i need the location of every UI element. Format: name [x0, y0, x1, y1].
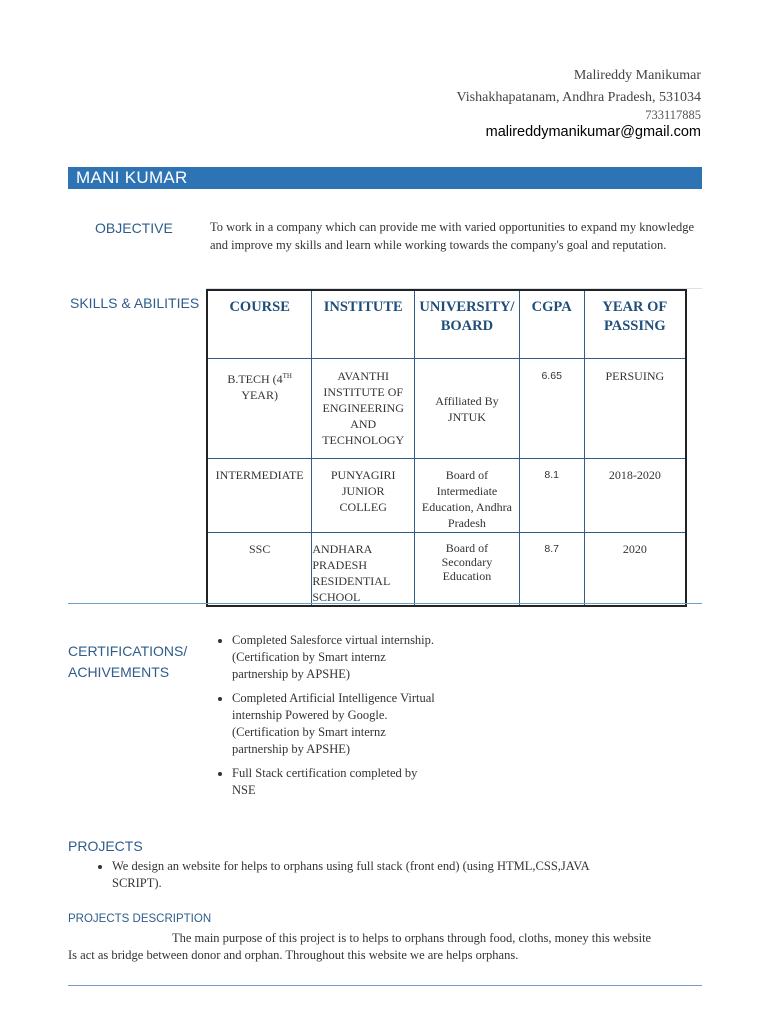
course-text-tail: YEAR) [241, 388, 278, 402]
cell-board: Affiliated By JNTUK [415, 359, 520, 459]
cell-cgpa: 8.1 [519, 459, 584, 533]
projects-description-line2: Is act as bridge between donor and orphan. Throughout this website we are helps orphans. [68, 948, 519, 962]
cell-cgpa: 6.65 [519, 359, 584, 459]
projects-description-line1: The main purpose of this project is to helps to orphans through food, cloths, money this website [172, 931, 652, 945]
objective-text: To work in a company which can provide me with varied opportunities to expand my knowledge and improve my skills and learn while working towards the company's goal and reputation. [210, 220, 695, 252]
cell-course: INTERMEDIATE [207, 459, 312, 533]
divider-skills-bottom [68, 603, 702, 604]
certifications-list [210, 632, 442, 806]
column-header-cgpa: CGPA [519, 290, 584, 359]
column-header-course: COURSE [207, 290, 312, 359]
header-email[interactable]: malireddymanikumar@gmail.com [485, 124, 701, 140]
course-text: B.TECH (4 [227, 372, 283, 386]
projects-list [84, 858, 612, 892]
name-title-bar [68, 167, 702, 189]
skills-heading: SKILLS & ABILITIES [70, 295, 200, 311]
cell-year: 2020 [584, 533, 686, 607]
divider-bottom [68, 985, 702, 986]
list-item: • Completed Artificial Intelligence Virtual internship Powered by Google.(Certification by Smart internz partnership by APSHE) [232, 690, 442, 758]
cell-course: SSC [207, 533, 312, 607]
list-item: • We design an website for helps to orphans using full stack (front end) (using HTML,CSS,JAVA SCRIPT). [112, 858, 612, 892]
cell-institute: PUNYAGIRI JUNIOR COLLEG [312, 459, 415, 533]
certifications-heading-line1: CERTIFICATIONS/ [68, 643, 188, 659]
column-header-year: YEAR OF PASSING [584, 290, 686, 359]
name-title: MANI KUMAR [76, 168, 188, 187]
cell-board: Board of Secondary Education [415, 533, 520, 607]
table-row [207, 359, 686, 459]
projects-heading: PROJECTS [68, 838, 143, 854]
column-header-board: UNIVERSITY/ BOARD [415, 290, 520, 359]
education-table [206, 289, 687, 607]
list-item: • Completed Salesforce virtual internship.(Certification by Smart internz partnership by APSHE) [232, 632, 442, 683]
header-address: Vishakhapatanam, Andhra Pradesh, 531034 [456, 90, 701, 105]
table-header-row [207, 290, 686, 359]
cell-institute: ANDHARA PRADESH RESIDENTIAL SCHOOL [312, 533, 415, 607]
cell-year: 2018-2020 [584, 459, 686, 533]
objective-heading: OBJECTIVE [95, 220, 173, 236]
certifications-heading-line2: ACHIVEMENTS [68, 664, 170, 680]
list-item: • Full Stack certification completed by NSE [232, 765, 442, 799]
cell-institute: AVANTHI INSTITUTE OF ENGINEERING AND TECHNOLOGY [312, 359, 415, 459]
header-name: Malireddy Manikumar [573, 68, 701, 83]
cell-course [207, 359, 312, 459]
projects-description-heading: PROJECTS DESCRIPTION [68, 913, 212, 925]
column-header-institute: INSTITUTE [312, 290, 415, 359]
cell-cgpa: 8.7 [519, 533, 584, 607]
table-row [207, 533, 686, 607]
course-superscript: TH [282, 372, 292, 380]
header-phone: 733117885 [645, 108, 701, 122]
table-row [207, 459, 686, 533]
certifications-heading [68, 641, 187, 683]
cell-year: PERSUING [584, 359, 686, 459]
cell-board: Board of Intermediate Education, Andhra Pradesh [415, 459, 520, 533]
